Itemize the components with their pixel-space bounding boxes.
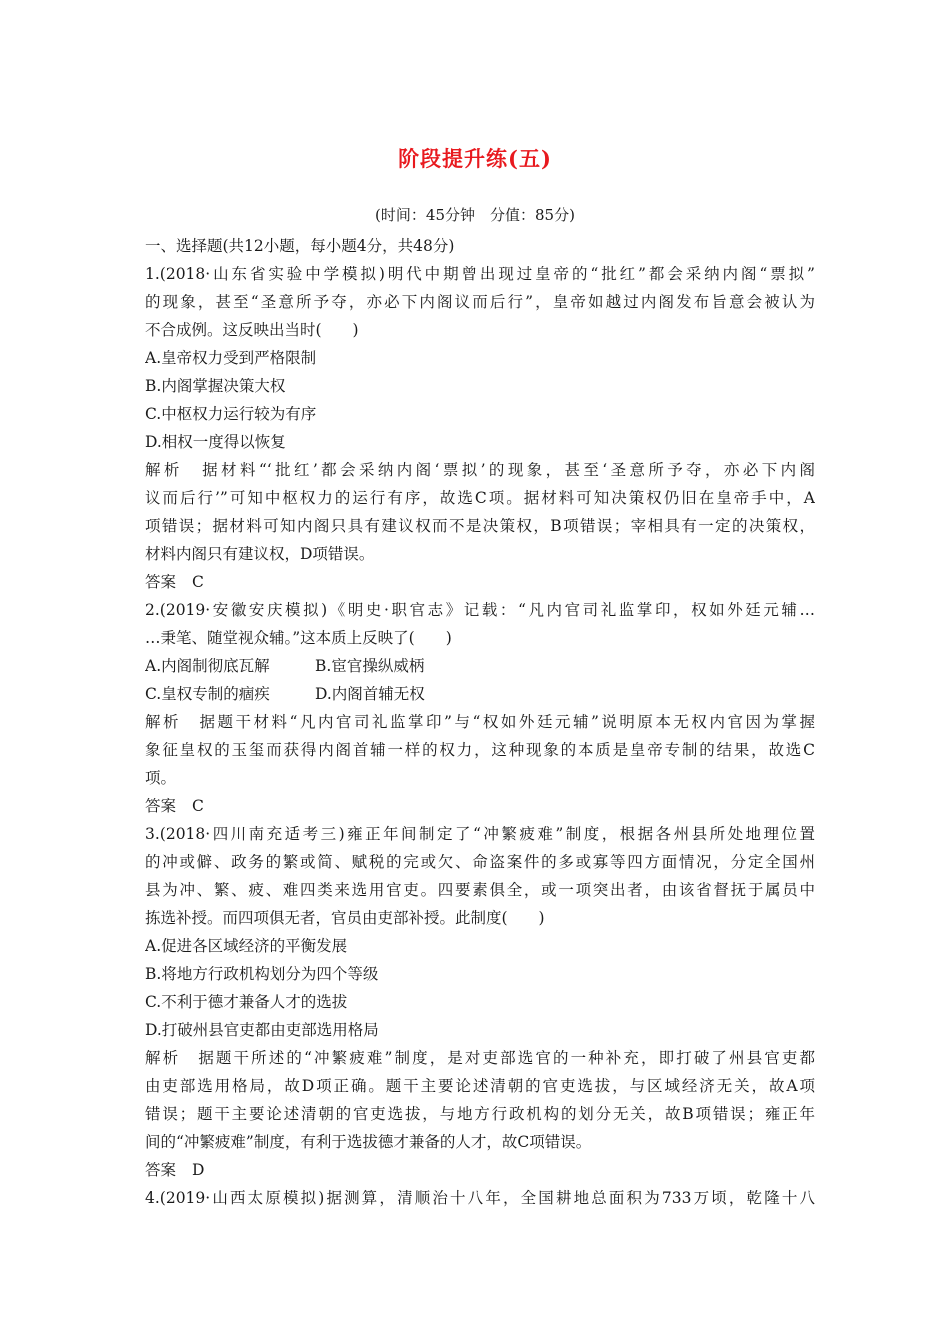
answer-line xyxy=(145,568,815,596)
analysis-line xyxy=(145,456,815,484)
analysis-text: 据题干材料“凡内官司礼监掌印”与“权如外廷元辅”说明原本无权内官因为掌握 xyxy=(197,713,815,731)
option-c: C.不利于德才兼备人才的选拔 xyxy=(145,993,348,1011)
analysis-label: 解析 xyxy=(145,713,182,731)
question-4 xyxy=(145,1184,815,1212)
analysis-text: 错误；题干主要论述清朝的官吏选拔，与地方行政机构的划分无关，故B项错误；雍正年 xyxy=(145,1105,815,1123)
question-text: 拣选补授。而四项俱无者，官员由吏部补授。此制度( ) xyxy=(145,909,545,927)
analysis-text: 象征皇权的玉玺而获得内阁首辅一样的权力，这种现象的本质是皇帝专制的结果，故选C xyxy=(145,741,815,759)
option-a: A.内阁制彻底瓦解 xyxy=(145,657,270,675)
question-text: 1.(2018·山东省实验中学模拟)明代中期曾出现过皇帝的“批红”都会采纳内阁“票拟” xyxy=(145,265,815,283)
question-3 xyxy=(145,820,815,1184)
analysis-label: 解析 xyxy=(145,1049,181,1067)
question-text: 的现象，甚至“圣意所予夺，亦必下内阁议而后行”，皇帝如越过内阁发布旨意会被认为 xyxy=(145,293,815,311)
analysis-text: 议而后行’”可知中枢权力的运行有序，故选C项。据材料可知决策权仍旧在皇帝手中，A xyxy=(145,489,815,507)
option-b: B.将地方行政机构划分为四个等级 xyxy=(145,965,379,983)
option-b: B.宦官操纵威柄 xyxy=(315,657,425,675)
option-a: A.促进各区域经济的平衡发展 xyxy=(145,937,348,955)
option-d: D.打破州县官吏都由吏部选用格局 xyxy=(145,1021,379,1039)
options-row xyxy=(145,652,815,680)
analysis-text: 项。 xyxy=(145,769,177,787)
question-text: 4.(2019·山西太原模拟)据测算，清顺治十八年，全国耕地总面积为733万顷，乾隆十八 xyxy=(145,1189,815,1207)
analysis-line xyxy=(145,1044,815,1072)
exam-meta: (时间：45分钟 分值：85分) xyxy=(375,206,575,224)
question-text: …秉笔、随堂视众辅。”这本质上反映了( ) xyxy=(145,629,452,647)
section-heading: 一、选择题(共12小题，每小题4分，共48分) xyxy=(145,237,455,255)
answer-value: C xyxy=(192,797,204,815)
option-a: A.皇帝权力受到严格限制 xyxy=(145,349,317,367)
answer-value: D xyxy=(192,1161,205,1179)
answer-label: 答案 xyxy=(145,797,177,815)
question-text: 不合成例。这反映出当时( ) xyxy=(145,321,359,339)
answer-value: C xyxy=(192,573,204,591)
answer-line xyxy=(145,1156,815,1184)
answer-label: 答案 xyxy=(145,573,177,591)
analysis-text: 项错误；据材料可知内阁只具有建议权而不是决策权，B项错误；宰相具有一定的决策权， xyxy=(145,517,815,535)
question-text: 2.(2019·安徽安庆模拟)《明史·职官志》记载：“凡内官司礼监掌印，权如外廷元辅… xyxy=(145,601,815,619)
document-body xyxy=(145,232,815,1212)
page-title: 阶段提升练(五) xyxy=(398,146,552,171)
analysis-text: 间的“冲繁疲难”制度，有利于选拔德才兼备的人才，故C项错误。 xyxy=(145,1133,592,1151)
option-d: D.相权一度得以恢复 xyxy=(145,433,286,451)
option-b: B.内阁掌握决策大权 xyxy=(145,377,286,395)
analysis-label: 解析 xyxy=(145,461,183,479)
option-c: C.皇权专制的痼疾 xyxy=(145,685,270,703)
option-c: C.中枢权力运行较为有序 xyxy=(145,405,317,423)
question-text: 3.(2018·四川南充适考三)雍正年间制定了“冲繁疲难”制度，根据各州县所处地理位置 xyxy=(145,825,815,843)
analysis-text: 据材料“‘批红’都会采纳内阁‘票拟’的现象，甚至‘圣意所予夺，亦必下内阁 xyxy=(198,461,815,479)
option-d: D.内阁首辅无权 xyxy=(315,685,425,703)
answer-label: 答案 xyxy=(145,1161,177,1179)
analysis-text: 由吏部选用格局，故D项正确。题干主要论述清朝的官吏选拔，与区域经济无关，故A项 xyxy=(145,1077,815,1095)
question-2 xyxy=(145,596,815,820)
question-text: 县为冲、繁、疲、难四类来选用官吏。四要素俱全，或一项突出者，由该省督抚于属员中 xyxy=(145,881,815,899)
analysis-text: 据题干所述的“冲繁疲难”制度，是对吏部选官的一种补充，即打破了州县官吏都 xyxy=(196,1049,815,1067)
options-row xyxy=(145,680,815,708)
question-text: 的冲或僻、政务的繁或简、赋税的完或欠、命盗案件的多或寡等四方面情况，分定全国州 xyxy=(145,853,815,871)
answer-line xyxy=(145,792,815,820)
analysis-line xyxy=(145,708,815,736)
question-1 xyxy=(145,260,815,596)
analysis-text: 材料内阁只有建议权，D项错误。 xyxy=(145,545,375,563)
